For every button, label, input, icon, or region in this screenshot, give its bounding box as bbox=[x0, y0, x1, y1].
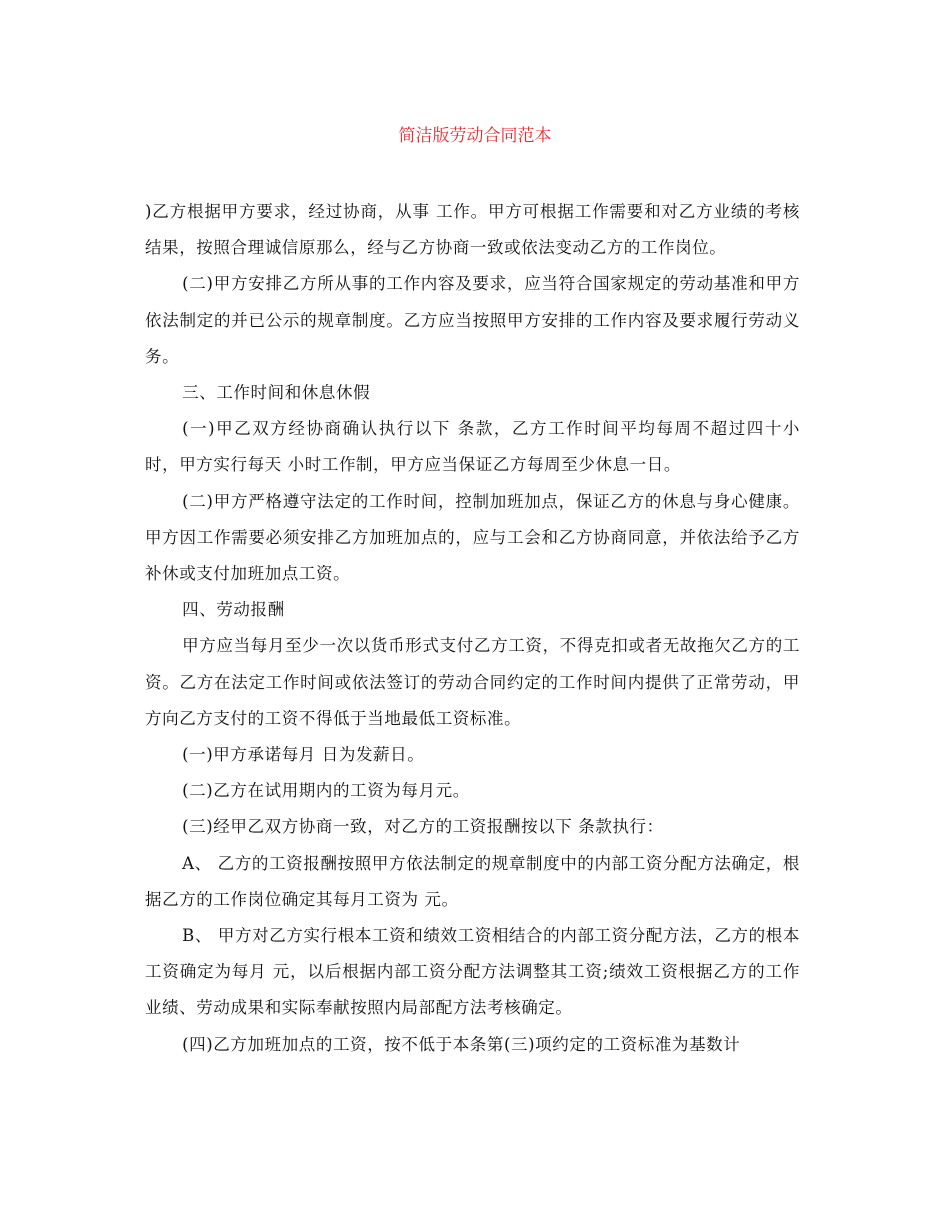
paragraph-payday: (一)甲方承诺每月 日为发薪日。 bbox=[182, 745, 425, 765]
paragraph-wage-terms: (三)经甲乙双方协商一致，对乙方的工资报酬按以下 条款执行： bbox=[182, 817, 664, 837]
paragraph-wage-payment: 甲方应当每月至少一次以货币形式支付乙方工资，不得克扣或者无故拖欠乙方的工资。乙方在法定工作时间或依法签订的劳动合同约定的工作时间内提供了正常劳动，甲方向乙方支付的工资不得低于当地最低工资标准。 bbox=[145, 636, 800, 728]
paragraph-job-assignment: )乙方根据甲方要求，经过协商，从事 工作。甲方可根据工作需要和对乙方业绩的考核结果，按照合理诚信原那么，经与乙方协商一致或依法变动乙方的工作岗位。 bbox=[145, 202, 800, 258]
section-heading-remuneration: 四、劳动报酬 bbox=[182, 600, 285, 620]
paragraph-overtime-wage: (四)乙方加班加点的工资，按不低于本条第(三)项约定的工资标准为基数计 bbox=[182, 1034, 741, 1054]
paragraph-option-a: A、 乙方的工资报酬按照甲方依法制定的规章制度中的内部工资分配方法确定，根据乙方的工作岗位确定其每月工资为 元。 bbox=[145, 853, 800, 909]
paragraph-hours-system: (一)甲乙双方经协商确认执行以下 条款，乙方工作时间平均每周不超过四十小时，甲方实行每天 小时工作制，甲方应当保证乙方每周至少休息一日。 bbox=[145, 419, 800, 475]
section-heading-working-hours: 三、工作时间和休息休假 bbox=[182, 383, 371, 403]
paragraph-work-content: (二)甲方安排乙方所从事的工作内容及要求，应当符合国家规定的劳动基准和甲方依法制定的并已公示的规章制度。乙方应当按照甲方安排的工作内容及要求履行劳动义务。 bbox=[145, 274, 800, 366]
document-body bbox=[145, 194, 800, 1063]
paragraph-overtime: (二)甲方严格遵守法定的工作时间，控制加班加点，保证乙方的休息与身心健康。甲方因工作需要必须安排乙方加班加点的，应与工会和乙方协商同意，并依法给予乙方补休或支付加班加点工资。 bbox=[145, 491, 800, 584]
document-title: 简洁版劳动合同范本 bbox=[398, 126, 552, 146]
paragraph-probation-wage: (二)乙方在试用期内的工资为每月元。 bbox=[182, 781, 470, 801]
paragraph-option-b: B、 甲方对乙方实行根本工资和绩效工资相结合的内部工资分配方法，乙方的根本工资确定为每月 元，以后根据内部工资分配方法调整其工资;绩效工资根据乙方的工作业绩、劳动成果和实际奉献按照内局部配方法考核确定。 bbox=[145, 926, 800, 1018]
